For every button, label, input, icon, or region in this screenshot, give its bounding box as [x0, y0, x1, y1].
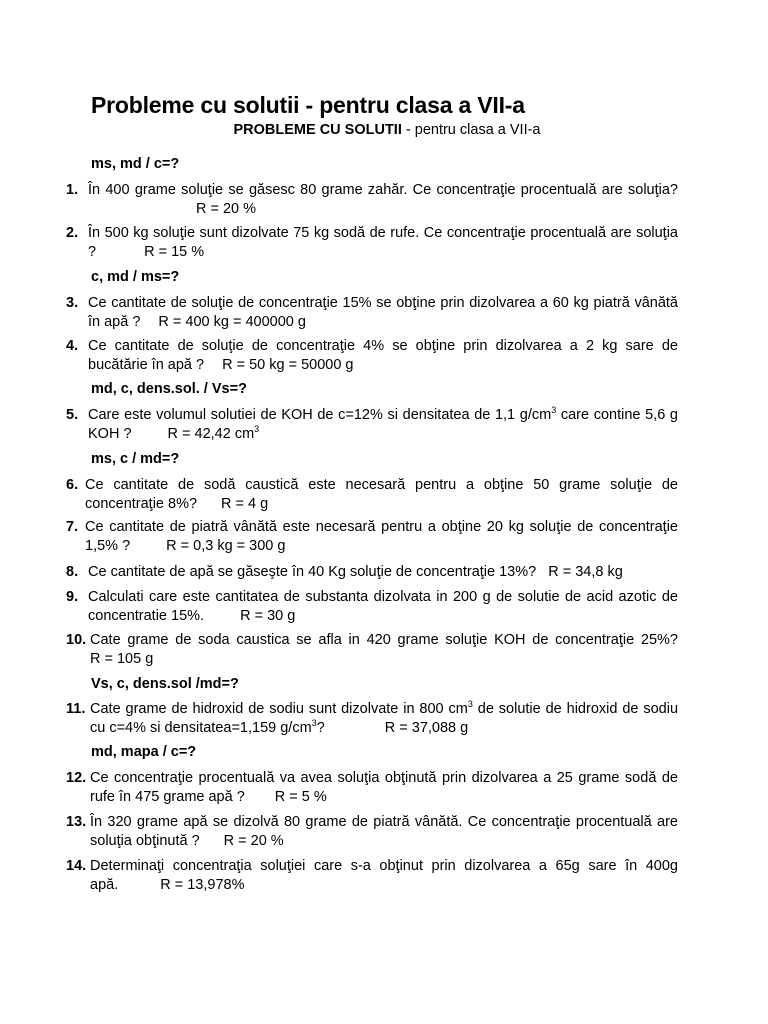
problem-text: Ce concentraţie procentuală va avea soluţia obţinută prin dizolvarea a 25 grame sodă de rufe în 475 grame apă ? — [90, 770, 678, 805]
section-heading: ms, c / md=? — [91, 451, 180, 467]
problem-answer: R = 30 g — [240, 608, 296, 624]
section-heading: Vs, c, dens.sol /md=? — [91, 676, 239, 692]
problem-4 — [66, 337, 678, 375]
problem-text: În 400 grame soluţie se găsesc 80 grame zahăr. Ce concentraţie procentuală are soluţia? — [88, 182, 678, 198]
problem-answer: R = 13,978% — [160, 877, 245, 893]
problem-text: Cate grame de soda caustica se afla in 420 grame soluţie KOH de concentraţie 25%? — [90, 632, 678, 648]
problem-answer: R = 34,8 kg — [548, 564, 623, 580]
problem-text: care contine 5,6 g KOH ? — [88, 407, 678, 442]
problem-number: 7. — [66, 519, 79, 535]
page-title: Probleme cu solutii - pentru clasa a VII-a — [91, 92, 525, 118]
problem-3 — [66, 294, 678, 332]
problem-answer: R = 15 % — [144, 244, 205, 260]
problem-5 — [66, 406, 678, 444]
problem-number: 9. — [66, 589, 79, 605]
problem-answer: R = 4 g — [221, 496, 269, 512]
problem-number: 10. — [66, 632, 87, 648]
section-heading: c, md / ms=? — [91, 269, 180, 285]
problem-text: Ce cantitate de sodă caustică este necesară pentru a obţine 50 grame soluţie de concentraţie 8%? — [85, 477, 678, 512]
problem-number: 2. — [66, 225, 79, 241]
problem-number: 3. — [66, 295, 79, 311]
problem-number: 11. — [66, 701, 86, 717]
problem-answer: R = 5 % — [274, 789, 327, 805]
subtitle-rest: - pentru clasa a VII-a — [401, 122, 541, 138]
problem-number: 5. — [66, 407, 79, 423]
problem-9 — [66, 588, 678, 626]
problem-text: În 320 grame apă se dizolvă 80 grame de piatră vânătă. Ce concentraţie procentuală are soluţia obţinută ? — [90, 814, 678, 849]
problem-text: ? — [316, 720, 325, 736]
problem-text: Ce cantitate de soluţie de concentraţie 15% se obţine prin dizolvarea a 60 kg piatră vânătă în apă ? — [88, 295, 678, 330]
superscript: 3 — [467, 699, 473, 710]
problem-number: 12. — [66, 770, 87, 786]
problem-text: Calculati care este cantitatea de substanta dizolvata in 200 g de solutie de acid azotic de concentratie 15%. — [88, 589, 678, 624]
problem-text: Ce cantitate de soluţie de concentraţie 4% se obţine prin dizolvarea a 2 kg sare de bucătărie în apă ? — [88, 338, 678, 373]
problem-answer: R = 37,088 g — [384, 720, 469, 736]
problem-text: Determinaţi concentraţia soluţiei care s-a obţinut prin dizolvarea a 65g sare în 400g apă. — [90, 858, 678, 893]
problem-number: 8. — [66, 564, 79, 580]
problem-1 — [66, 181, 678, 219]
problem-13 — [66, 813, 678, 851]
problem-number: 1. — [66, 182, 79, 198]
problem-14 — [66, 857, 678, 895]
problem-number: 14. — [66, 858, 87, 874]
problem-7 — [66, 518, 678, 556]
superscript: 3 — [551, 405, 557, 416]
problem-text: Cate grame de hidroxid de sodiu sunt dizolvate in 800 cm — [90, 701, 468, 717]
subtitle-bold: PROBLEME CU SOLUTII — [233, 122, 402, 138]
problem-answer: R = 50 kg = 50000 g — [222, 357, 354, 373]
problem-text: Ce cantitate de piatră vânătă este necesară pentru a obţine 20 kg soluţie de concentraţie 1,5% ? — [85, 519, 678, 554]
problem-10 — [66, 631, 678, 669]
section-heading: ms, md / c=? — [91, 156, 180, 172]
problem-number: 4. — [66, 338, 79, 354]
problem-answer: R = 42,42 cm — [167, 426, 255, 442]
problem-number: 13. — [66, 814, 87, 830]
problem-answer: R = 20 % — [223, 833, 284, 849]
problem-text: Ce cantitate de apă se găseşte în 40 Kg soluţie de concentraţie 13%? — [88, 564, 537, 580]
section-heading: md, mapa / c=? — [91, 744, 197, 760]
problem-number: 6. — [66, 477, 79, 493]
problem-answer: R = 0,3 kg = 300 g — [166, 538, 286, 554]
problem-8 — [66, 563, 678, 582]
problem-2 — [66, 224, 678, 262]
superscript: 3 — [311, 718, 317, 729]
problem-text: Care este volumul solutiei de KOH de c=12% si densitatea de 1,1 g/cm — [88, 407, 552, 423]
problem-6 — [66, 476, 678, 514]
section-heading: md, c, dens.sol. / Vs=? — [91, 381, 247, 397]
page-subtitle — [0, 122, 768, 138]
problem-answer: R = 105 g — [90, 651, 154, 667]
problem-text: În 500 kg soluţie sunt dizolvate 75 kg sodă de rufe. Ce concentraţie procentuală are soluţia ? — [88, 225, 678, 260]
problem-answer: R = 400 kg = 400000 g — [158, 314, 306, 330]
superscript: 3 — [254, 424, 260, 435]
problem-12 — [66, 769, 678, 807]
problem-text: de solutie de hidroxid de sodiu cu c=4% si densitatea=1,159 g/cm — [90, 701, 679, 736]
problem-11 — [66, 700, 678, 738]
problem-answer: R = 20 % — [196, 201, 257, 217]
